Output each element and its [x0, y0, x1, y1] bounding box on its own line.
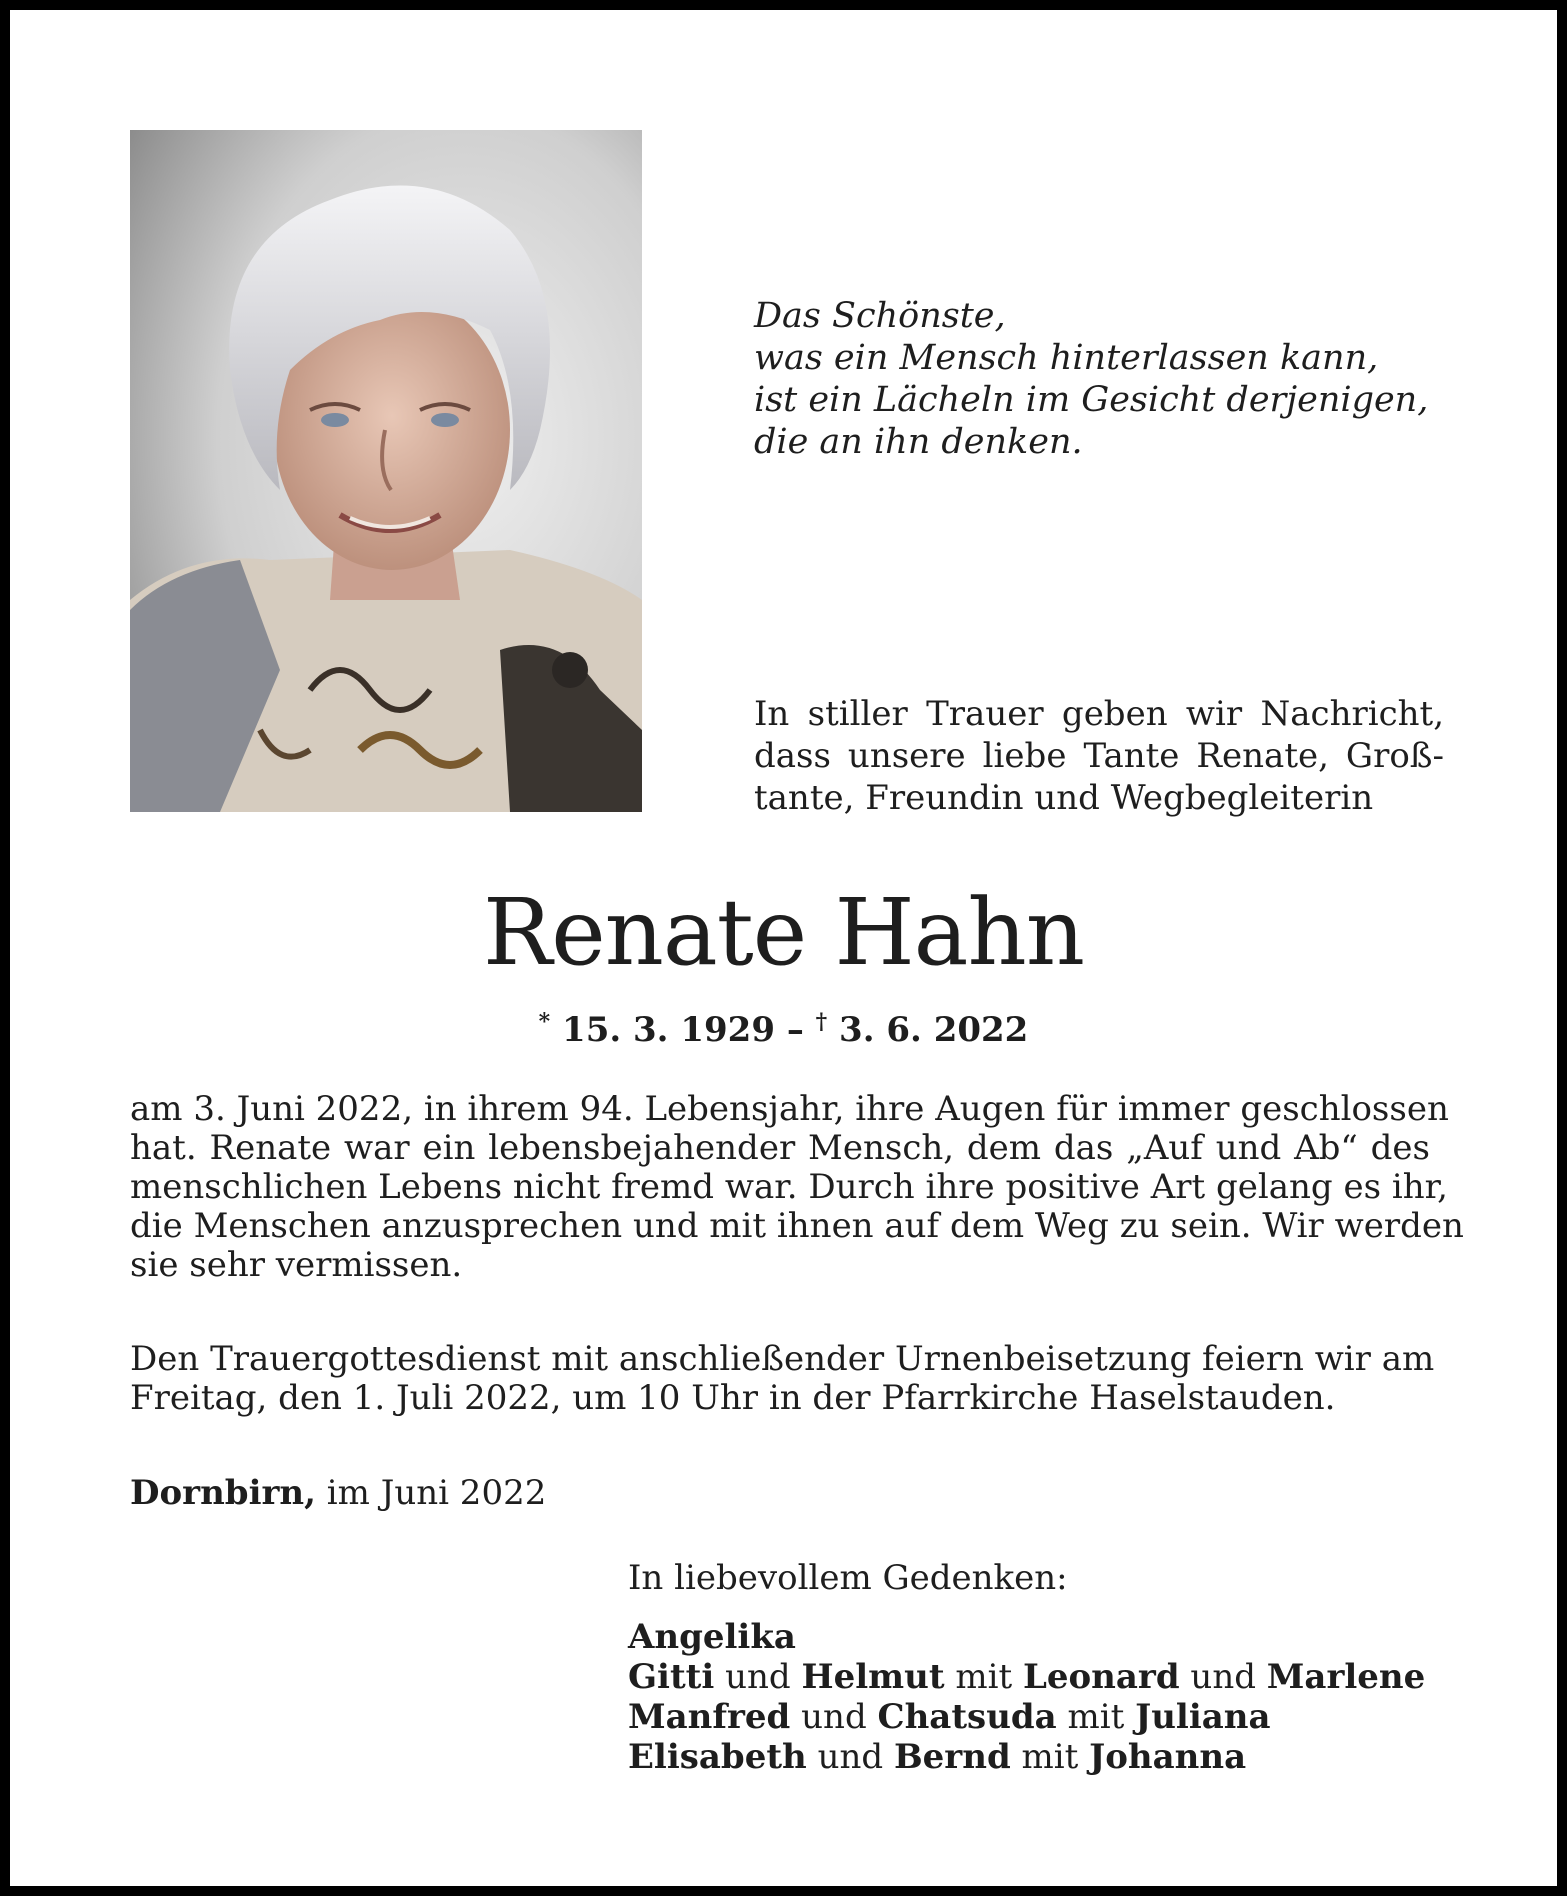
connector-word: mit	[1021, 1737, 1079, 1777]
mourner-line	[628, 1697, 1425, 1737]
mourner-name: Angelika	[628, 1617, 796, 1657]
intro-line: In stiller Trauer geben wir Nachricht,	[754, 694, 1444, 734]
birth-symbol: *	[538, 1009, 551, 1035]
mourner-name: Johanna	[1089, 1737, 1247, 1777]
mourner-line	[628, 1657, 1425, 1697]
mourner-name: Marlene	[1266, 1657, 1426, 1697]
deceased-name: Renate Hahn	[482, 879, 1085, 986]
connector-word: und	[817, 1737, 884, 1777]
mourner-name: Leonard	[1022, 1657, 1180, 1697]
birth-date: 15. 3. 1929	[562, 1010, 775, 1050]
date-separator: –	[786, 1010, 804, 1050]
obituary-page	[10, 10, 1557, 1886]
connector-word: mit	[955, 1657, 1013, 1697]
life-dates	[10, 1000, 1557, 1052]
mourner-line	[628, 1737, 1425, 1777]
connector-word: und	[801, 1697, 867, 1737]
mourner-line	[628, 1617, 1425, 1657]
place-date	[130, 1472, 546, 1514]
mourner-names	[628, 1617, 1425, 1777]
body-line: sie sehr vermissen.	[130, 1245, 463, 1285]
place-city: Dornbirn,	[130, 1473, 316, 1513]
death-date: 3. 6. 2022	[839, 1010, 1029, 1050]
memorial-quote	[754, 295, 1474, 463]
body-line: die Menschen anzusprechen und mit ihnen auf dem Weg zu sein. Wir werden	[130, 1206, 1464, 1246]
intro-line: tante, Freundin und Wegbegleiterin	[754, 778, 1374, 818]
mourner-name: Juliana	[1135, 1697, 1271, 1737]
service-line: Den Trauergottesdienst mit anschließender Urnenbeisetzung feiern wir am	[130, 1339, 1435, 1379]
place-month: im Juni 2022	[326, 1473, 547, 1513]
connector-word: und	[1190, 1657, 1256, 1697]
obituary-body	[130, 1089, 1464, 1285]
mourner-name: Bernd	[893, 1737, 1011, 1777]
quote-line: die an ihn denken.	[754, 422, 1083, 462]
connector-word: mit	[1067, 1697, 1125, 1737]
mourner-name: Chatsuda	[877, 1697, 1057, 1737]
portrait-photo-illustration	[130, 130, 642, 812]
quote-line: was ein Mensch hinterlassen kann,	[754, 338, 1379, 378]
mourner-name: Manfred	[628, 1697, 791, 1737]
mourner-name: Gitti	[628, 1657, 715, 1697]
connector-word: und	[725, 1657, 791, 1697]
quote-line: Das Schönste,	[754, 296, 1006, 336]
death-symbol: †	[815, 1009, 828, 1035]
quote-line: ist ein Lächeln im Gesicht derjenigen,	[754, 380, 1429, 420]
memory-heading: In liebevollem Gedenken:	[628, 1558, 1068, 1598]
intro-line: dass unsere liebe Tante Renate, Groß-	[754, 736, 1444, 776]
service-announcement	[130, 1339, 1435, 1418]
body-line: am 3. Juni 2022, in ihrem 94. Lebensjahr, ihre Augen für immer geschlossen	[130, 1089, 1449, 1129]
body-line: hat. Renate war ein lebensbejahender Mensch, dem das „Auf und Ab“ des	[130, 1128, 1430, 1168]
mourner-name: Helmut	[801, 1657, 945, 1697]
body-line: menschlichen Lebens nicht fremd war. Durch ihre positive Art gelang es ihr,	[130, 1167, 1448, 1207]
portrait-photo	[130, 130, 642, 812]
mourner-name: Elisabeth	[628, 1737, 807, 1777]
service-line: Freitag, den 1. Juli 2022, um 10 Uhr in der Pfarrkirche Haselstauden.	[130, 1378, 1336, 1418]
intro-paragraph	[754, 693, 1444, 819]
